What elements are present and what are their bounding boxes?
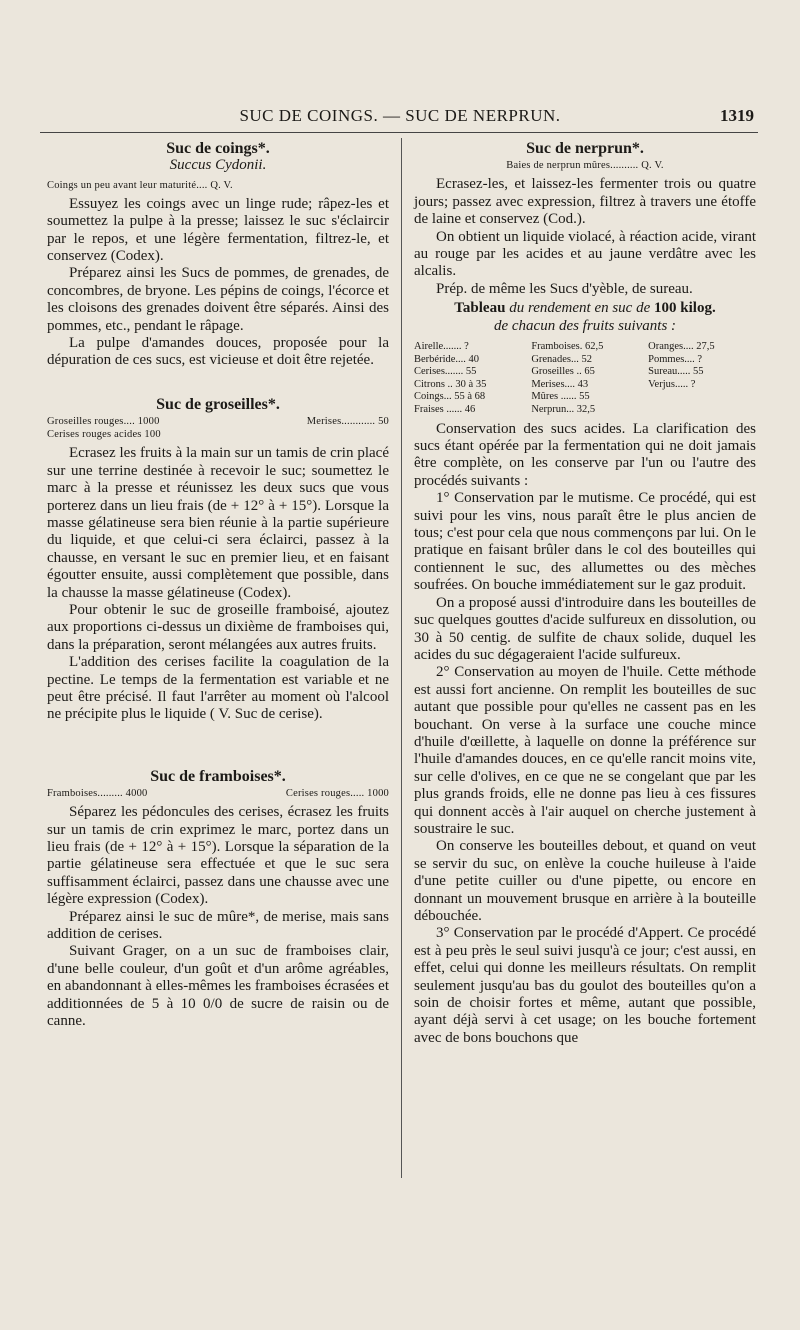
table-cell: Framboises. 62,5 (531, 341, 604, 353)
table-row (414, 404, 756, 417)
paragraph: 1° Conservation par le mutisme. Ce procédé, qui est suivi pour les vins, nous paraît être le plus ancien de tous; c'est pour cela que nous commençons par lui. On le pratique en faisant brûler dans le col des bouteilles qui contiennent le suc, des allumettes ou des mèches soufrées. On bouche immédiatement sur le gaz produit. (414, 490, 756, 594)
paragraph: On obtient un liquide violacé, à réaction acide, virant au rouge par les acides et au jaune verdâtre avec les alcalis. (414, 228, 756, 280)
paragraph: On conserve les bouteilles debout, et quand on veut se servir du suc, on enlève la couche huileuse à l'aide d'une petite cuiller ou d'une pipette, ou encore en donnant un mouvement brusque en arrière à la bouteille débouchée. (414, 838, 756, 924)
yield-table-subtitle: de chacun des fruits suivants : (493, 317, 677, 334)
table-cell: Mûres ...... 55 (531, 391, 590, 403)
paragraph: 2° Conservation au moyen de l'huile. Cette méthode est aussi fort ancienne. On remplit les bouteilles de suc autant que possible pour qu'elles ne cassent pas en les bouchant. On verse à la surface une couche mince d'huile d'œillette, à laquelle on donne la préférence sur l'huile d'amandes douces, en ce qu'elle rancit moins vite, sur celle d'olives, en ce que ne se congelant que par les plus grands froids, elle ne donne pas lieu à ces fissures qui donnent accès à l'air auquel on cherche justement à soustraire le suc. (414, 664, 756, 837)
paragraph: Préparez ainsi le suc de mûre*, de merise, mais sans addition de cerises. (47, 908, 389, 943)
table-cell: Merises.... 43 (531, 378, 589, 390)
yield-table-title-num: 100 kilog. (654, 300, 716, 317)
table-cell: Groseilles .. 65 (531, 366, 595, 378)
table-row (414, 341, 756, 354)
table-cell (648, 391, 756, 404)
heading-suc-de-groseilles: Suc de groseilles*. (156, 395, 280, 413)
running-header (40, 106, 760, 130)
running-title: SUC DE COINGS. — SUC DE NERPRUN. (239, 106, 561, 125)
table-cell: Oranges.... 27,5 (648, 341, 715, 353)
table-cell: Nerprun... 32,5 (531, 404, 596, 416)
table-cell: Coings... 55 à 68 (414, 391, 486, 403)
table-cell: Berbéride.... 40 (414, 353, 480, 365)
paragraph: 3° Conservation par le procédé d'Appert. Ce procédé est à peu près le seul suivi jusqu'à ce jour; c'est aussi, en effet, celui qui donne les meilleurs résultats. On remplit seulement jusqu'au bas du goulot des bouteilles qu'on a soin de choisir fortes et même, autant que possible, ayant déjà servi à cet usage; on les bouche fortement avec de bons bouchons que (414, 925, 756, 1046)
paragraph: Essuyez les coings avec un linge rude; râpez-les et soumettez la pulpe à la presse; laissez le suc s'éclaircir par le repos, et une légère fermentation, filtrez-le, et conservez (Codex). (47, 195, 389, 265)
page-number: 1319 (720, 106, 754, 125)
table-cell: Grenades... 52 (531, 353, 592, 365)
paragraph: La pulpe d'amandes douces, proposée pour la dépuration de ces sucs, est vicieuse et doit être rejetée. (47, 335, 389, 369)
latin-name: Succus Cydonii. (169, 157, 267, 174)
ingredient-item: Cerises rouges acides 100 (47, 429, 161, 441)
paragraph: Conservation des sucs acides. La clarification des sucs étant opérée par la fermentation qui ne doit jamais être complète, on les conserve par l'un ou l'autre des procédés suivants : (414, 420, 756, 489)
ingredient-item: Merises............ 50 (306, 416, 389, 428)
paragraph: On a proposé aussi d'introduire dans les bouteilles de suc quelques gouttes d'acide sulfureux en dissolution, ou 30 à 50 centig. de sulfite de chaux solide, duquel les acides du suc dégageraient l'acide sulfureux. (414, 594, 756, 663)
table-cell: Sureau..... 55 (648, 366, 704, 378)
right-column (414, 140, 756, 1047)
paragraph: L'addition des cerises facilite la coagulation de la pectine. Le temps de la fermentation est variable et ne peut être précisé. Il faut l'arrêter au moment où l'alcool ne précipite plus le liquide ( V. Suc de cerise). (47, 654, 389, 723)
table-cell (648, 404, 756, 417)
ingredient-list (47, 787, 389, 800)
heading-suc-de-coings: Suc de coings*. (166, 140, 270, 157)
table-cell: Cerises....... 55 (414, 366, 477, 378)
yield-table-title (414, 300, 756, 335)
yield-table (414, 341, 756, 417)
table-cell: Verjus..... ? (648, 378, 696, 390)
yield-table-title-text: du rendement en suc de (509, 300, 651, 317)
table-cell: Airelle....... ? (414, 341, 469, 353)
paragraph: Préparez ainsi les Sucs de pommes, de grenades, de concombres, de bryone. Les pépins de coings, l'écorce et les cloisons des grenades doivent être séparés. Ainsi des pommes, etc., pendant le râpage. (47, 265, 389, 334)
ingredient-item: Groseilles rouges.... 1000 (47, 416, 160, 428)
heading-suc-de-framboises: Suc de framboises*. (150, 767, 286, 785)
heading-suc-de-nerprun: Suc de nerprun*. (526, 140, 644, 157)
ingredient-list (47, 415, 389, 441)
ingredient-item: Cerises rouges..... 1000 (285, 788, 389, 800)
paragraph: Pour obtenir le suc de groseille framboisé, ajoutez aux proportions ci-dessus un dixième de framboises qui, dans la préparation, seront mélangées aux autres fruits. (47, 601, 389, 653)
paragraph: Séparez les pédoncules des cerises, écrasez les fruits sur un tamis de crin exprimez le marc, portez dans un lieu frais (de + 12° à + 15°). Lorsque la séparation de la partie gélatineuse sera effectuée et que le suc sera suffisamment éclairci, passez dans une chausse avec une légère expression (Codex). (47, 804, 389, 908)
ingredient-item: Framboises......... 4000 (47, 788, 148, 800)
table-cell: Pommes.... ? (648, 353, 703, 365)
left-column (47, 140, 389, 1030)
column-divider (401, 138, 402, 1178)
paragraph: Prép. de même les Sucs d'yèble, de sureau. (436, 280, 693, 297)
ingredient-line: Coings un peu avant leur maturité.... Q. V. (47, 179, 233, 191)
header-rule (40, 132, 758, 133)
yield-table-title-bold: Tableau (454, 300, 506, 317)
paragraph: Suivant Grager, on a un suc de framboises clair, d'une belle couleur, d'un goût et d'un arôme agréables, en abandonnant à elles-mêmes les framboises écrasées et additionnées de 5 à 10 0/0 de sucre de raisin ou de canne. (47, 943, 389, 1030)
table-row (414, 391, 756, 404)
paragraph: Ecrasez les fruits à la main sur un tamis de crin placé sur une terrine destinée à recevoir le suc; soumettez le marc à la presse et réunissez les deux sucs que vous porterez dans un lieu frais (de + 12° à + 15°). Lorsque la masse gélatineuse sera bien réunie à la partie supérieure du liquide, et que celui-ci sera éclairci, passez à la chausse, en versant le suc en premier lieu, et en faisant égoutter ensuite, aussi complètement que possible, dans la chausse la masse gélatineuse (Codex). (47, 445, 389, 601)
ingredient-line: Baies de nerprun mûres.......... Q. V. (506, 160, 664, 172)
table-row (414, 379, 756, 392)
table-cell: Citrons .. 30 à 35 (414, 378, 487, 390)
table-cell: Fraises ...... 46 (414, 404, 476, 416)
paragraph: Ecrasez-les, et laissez-les fermenter trois ou quatre jours; passez avec expression, filtrez à travers une étoffe de laine et conservez (Cod.). (414, 176, 756, 228)
table-row (414, 366, 756, 379)
table-row (414, 354, 756, 367)
